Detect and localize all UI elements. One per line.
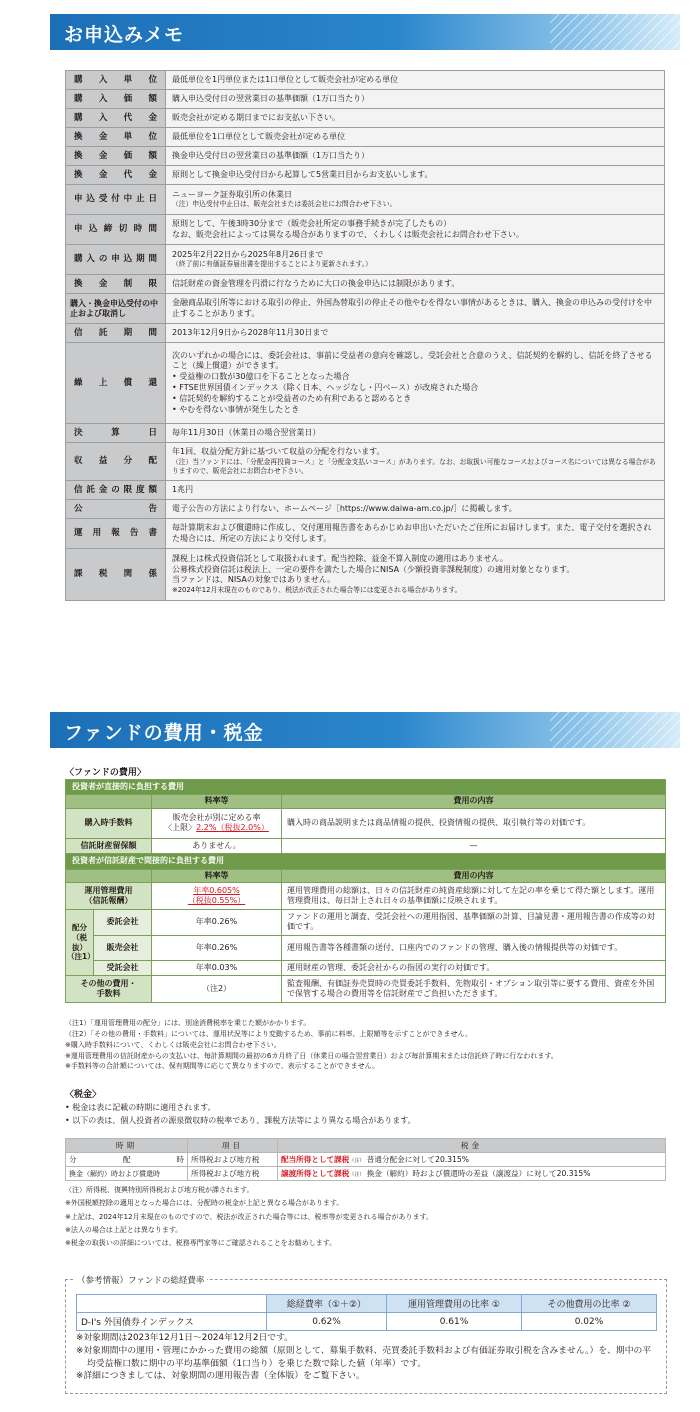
memo-text: 2013年12月9日から2028年11月30日まで [172, 327, 329, 337]
alloc-sub-label: 受託会社 [94, 960, 152, 975]
fee-note: （注2）「その他の費用・手数料」については、運用状況等により変動するため、事前に料率、上限額等を示すことができません。 [65, 1029, 472, 1038]
memo-key: 申込受付中止日 [66, 185, 166, 215]
tax-table [65, 1138, 666, 1181]
tax-detail [278, 1153, 666, 1167]
memo-key: 決算日 [66, 424, 166, 443]
memo-text: 毎年11月30日（休業日の場合翌営業日） [172, 427, 321, 437]
memo-row [66, 185, 665, 215]
memo-text: 課税上は株式投資信託として取扱われます。配当控除、益金不算入制度の適用はありません。 [172, 553, 508, 563]
fee-header-rate: 料率等 [152, 869, 282, 882]
fee-note: ※手数料等の合計額については、保有期間等に応じて異なりますので、表示することができません。 [65, 1062, 380, 1071]
memo-key: 購入単位 [66, 71, 166, 90]
memo-value [166, 215, 665, 245]
memo-row [66, 549, 665, 601]
tax-rate: 普通分配金に対して20.315% [366, 1155, 469, 1164]
buy-fee-cap-value: 2.2%（税抜2.0%） [196, 823, 269, 833]
memo-bullet-list [172, 372, 658, 415]
memo-title: お申込みメモ [64, 24, 185, 46]
mgmt-fee-label-line2: （信託報酬） [84, 895, 133, 905]
tax-note-mark: （注） [349, 1172, 365, 1178]
memo-row [66, 71, 665, 90]
memo-row [66, 324, 665, 343]
mgmt-fee-label [66, 882, 152, 909]
tax-header-period: 時期 [66, 1139, 188, 1153]
memo-key: 換金価額 [66, 147, 166, 166]
tax-header-tax: 税金 [278, 1139, 666, 1153]
memo-text: 購入申込受付日の翌営業日の基準価額（1万口当たり） [172, 93, 370, 103]
fee-header-desc: 費用の内容 [282, 869, 666, 882]
memo-bullet: • FTSE世界国債インデックス（除く日本、ヘッジなし・円ベース）が改廃された場合 [172, 383, 658, 394]
memo-text: 信託財産の資金管理を円滑に行なうために大口の換金申込には制限があります。 [172, 278, 460, 288]
memo-row [66, 481, 665, 500]
memo-row [66, 109, 665, 128]
memo-value [166, 424, 665, 443]
ref-other-value: 0.02% [522, 1313, 657, 1331]
buy-fee-rate-line1: 販売会社が別に定める率 [172, 812, 261, 822]
ref-header-blank [77, 1295, 267, 1313]
memo-note: （終了前に有価証券届出書を提出することにより更新されます。） [172, 260, 372, 269]
memo-banner [50, 14, 680, 50]
ref-box [65, 1276, 667, 1394]
buy-fee-desc: 購入時の商品説明または商品情報の提供、投資情報の提供、取引執行等の対価です。 [282, 808, 666, 838]
memo-key: 換金単位 [66, 128, 166, 147]
memo-note: （注）当ファンドには、「分配金再投資コース」と「分配金支払いコース」があります。なお、お取扱い可能なコースおよびコース名については異なる場合がありますので、販売会社にお問合わせ下さい。 [172, 457, 656, 475]
memo-value [166, 90, 665, 109]
memo-value [166, 166, 665, 185]
memo-text: 販売会社が定める期日までにお支払い下さい。 [172, 112, 340, 122]
alloc-sub-desc: 運用報告書等各種書類の送付、口座内でのファンドの管理、購入後の情報提供等の対価です。 [282, 935, 666, 960]
memo-key: 購入・換金申込受付の中止および取消し [66, 294, 166, 324]
alloc-sub-rate: 年率0.26% [152, 909, 282, 935]
memo-key: 換金制限 [66, 275, 166, 294]
alloc-sub-desc: ファンドの運用と調査、受託会社への運用指図、基準価額の計算、目論見書・運用報告書の作成等の対価です。 [282, 909, 666, 935]
memo-text: 次のいずれかの場合には、委託会社は、事前に受益者の意向を確認し、受託会社と合意のうえ、信託契約を解約し、信託を終了させること（繰上償還）ができます。 [172, 350, 653, 371]
memo-bullet: • やむを得ない事情が発生したとき [172, 405, 658, 416]
fee-band-direct: 投資者が直接的に負担する費用 [66, 780, 666, 795]
memo-row [66, 443, 665, 481]
tax-header-item: 項目 [188, 1139, 278, 1153]
mgmt-fee-rate [152, 882, 282, 909]
tax-type: 譲渡所得として課税 [281, 1169, 350, 1178]
fee-table [65, 779, 666, 1003]
memo-text: ニューヨーク証券取引所の休業日 [172, 189, 292, 199]
fee-note: ※運用管理費用の信託財産からの支払いは、毎計算期間の最初の6カ月終了日（休業日の場合翌営業日）および毎計算期末または信託終了時に行なわれます。 [65, 1051, 558, 1060]
memo-bullet: • 信託契約を解約することが受益者のため有利であると認めるとき [172, 394, 658, 405]
memo-row [66, 294, 665, 324]
memo-text: 最低単位を1円単位または1口単位として販売会社が定める単位 [172, 74, 399, 84]
ref-header-mgmt: 運用管理費用の比率 ① [387, 1295, 522, 1313]
tax-item: 所得税および地方税 [188, 1153, 278, 1167]
tax-item: 所得税および地方税 [188, 1167, 278, 1181]
memo-value [166, 294, 665, 324]
mgmt-fee-rate-line2: （税抜0.55%） [187, 895, 246, 905]
memo-key: 購入の申込期間 [66, 245, 166, 275]
tax-bullet: • 以下の表は、個人投資者の源泉徴収時の税率であり、課税方法等により異なる場合があります。 [65, 1115, 416, 1125]
tax-type: 配当所得として課税 [281, 1155, 350, 1164]
buy-fee-cap: 〈上限〉 [164, 823, 197, 833]
memo-row [66, 343, 665, 424]
memo-value [166, 275, 665, 294]
tax-note: ※外国税額控除の適用となった場合には、分配時の税金が上記と異なる場合があります。 [65, 1199, 344, 1208]
ref-notes [76, 1332, 658, 1383]
memo-text: 原則として、午後3時30分まで（販売会社所定の事務手続きが完了したもの） [172, 218, 452, 228]
other-fee-label [66, 976, 152, 1003]
alloc-label: 配分（税抜）（注1） [66, 909, 94, 975]
buy-fee-rate-line2 [155, 823, 278, 833]
alloc-sub-rate: 年率0.26% [152, 935, 282, 960]
tax-bullet: • 税金は表に記載の時期に適用されます。 [65, 1103, 216, 1112]
retention-rate: ありません。 [152, 838, 282, 853]
retention-desc: — [282, 838, 666, 853]
alloc-sub-rate: 年率0.03% [152, 960, 282, 975]
mgmt-fee-desc: 運用管理費用の総額は、日々の信託財産の純資産総額に対して左記の率を乗じて得た額とします。運用管理費用は、毎日計上され日々の基準価額に反映されます。 [282, 882, 666, 909]
memo-row [66, 275, 665, 294]
fee-header-rate: 料率等 [152, 795, 282, 808]
tax-note: ※法人の場合は上記とは異なります。 [65, 1225, 183, 1234]
banner-stripes [550, 712, 680, 748]
ref-total-value: 0.62% [267, 1313, 387, 1331]
fee-note: （注1）「運用管理費用の配分」には、別途消費税率を乗じた額がかかります。 [65, 1019, 311, 1027]
memo-text: 毎計算期末および償還時に作成し、交付運用報告書をあらかじめお申出いただいたご住所にお届けします。また、電子交付を選択された場合には、所定の方法により交付します。 [172, 522, 652, 543]
buy-fee-label: 購入時手数料 [66, 808, 152, 838]
memo-row [66, 215, 665, 245]
memo-value [166, 128, 665, 147]
memo-value [166, 443, 665, 481]
ref-header-total: 総経費率（①＋②） [267, 1295, 387, 1313]
tax-note: （注）所得税、復興特別所得税および地方税が課されます。 [65, 1186, 254, 1194]
memo-row [66, 90, 665, 109]
memo-value [166, 245, 665, 275]
memo-value [166, 324, 665, 343]
ref-header-other: その他費用の比率 ② [522, 1295, 657, 1313]
tax-period: 換金（解約）時および償還時 [66, 1167, 188, 1181]
memo-text: 年1回、収益分配方針に基づいて収益の分配を行ないます。 [172, 446, 385, 456]
other-fee-label-line2: 手数料 [96, 989, 121, 999]
mgmt-fee-label-line1: 運用管理費用 [84, 885, 133, 895]
tax-period: 分配時 [66, 1153, 188, 1167]
tax-subheading: 〈税金〉 [65, 1090, 102, 1100]
memo-text: 2025年2月22日から2025年8月26日まで [172, 249, 324, 259]
tax-note: ※税金の取扱いの詳細については、税務専門家等にご確認されることをお勧めします。 [65, 1239, 337, 1248]
memo-note: （注）申込受付中止日は、販売会社または委託会社にお問合わせ下さい。 [172, 200, 397, 209]
other-fee-label-line1: その他の費用・ [80, 978, 137, 988]
memo-key: 課税関係 [66, 549, 166, 601]
tax-detail [278, 1167, 666, 1181]
memo-text: 1兆円 [172, 484, 194, 494]
fee-subheading: 〈ファンドの費用〉 [65, 768, 146, 778]
fee-header-blank [66, 795, 152, 808]
memo-text: 換金申込受付日の翌営業日の基準価額（1万口当たり） [172, 150, 370, 160]
ref-caption: （参考情報）ファンドの総経費率 [74, 1274, 207, 1286]
memo-value [166, 185, 665, 215]
ref-note: ※対象期間中の運用・管理にかかった費用の総額（原則として、募集手数料、売買委託手数料および有価証券取引税を含みません。）を、期中の平均受益権口数に期中の平均基準価額（1口当り）を乗じた数で除した値（年率）です。 [76, 1345, 652, 1369]
alloc-sub-label: 販売会社 [94, 935, 152, 960]
retention-label: 信託財産留保額 [66, 838, 152, 853]
memo-row [66, 500, 665, 519]
memo-key: 公告 [66, 500, 166, 519]
memo-text: 金融商品取引所等における取引の停止、外国為替取引の停止その他やむを得ない事情があるときは、購入、換金の申込みの受付けを中止することがあります。 [172, 297, 652, 318]
memo-value [166, 519, 665, 549]
ref-note: ※詳細につきましては、対象期間の運用報告書（全体版）をご覧下さい。 [76, 1371, 365, 1382]
memo-row [66, 128, 665, 147]
memo-row [66, 424, 665, 443]
alloc-sub-desc: 運用財産の管理、委託会社からの指図の実行の対価です。 [282, 960, 666, 975]
other-fee-rate: （注2） [152, 976, 282, 1003]
memo-row [66, 519, 665, 549]
memo-text: 当ファンドは、NISAの対象ではありません。 [172, 575, 336, 585]
ref-table [76, 1294, 657, 1331]
fee-banner [50, 712, 680, 748]
fee-notes [65, 1018, 665, 1072]
fee-header-desc: 費用の内容 [282, 795, 666, 808]
memo-key: 運用報告書 [66, 519, 166, 549]
fee-note: ※購入時手数料について、くわしくは販売会社にお問合わせ下さい。 [65, 1040, 281, 1049]
memo-text: 公募株式投資信託は税法上、一定の要件を満たした場合にNISA（少額投資非課税制度）の適用対象となります。 [172, 564, 575, 574]
memo-key: 信託期間 [66, 324, 166, 343]
memo-value [166, 343, 665, 424]
memo-key: 繰上償還 [66, 343, 166, 424]
tax-notes [65, 1184, 665, 1250]
memo-key: 信託金の限度額 [66, 481, 166, 500]
tax-note: ※上記は、2024年12月末現在のものですので、税法が改正された場合等には、税率等が変更される場合があります。 [65, 1212, 433, 1221]
memo-text: なお、販売会社によっては異なる場合がありますので、くわしくは販売会社にお問合わせ下さい。 [172, 229, 524, 239]
memo-table [65, 70, 665, 601]
memo-bullet: • 受益権の口数が30億口を下ることとなった場合 [172, 372, 658, 383]
fee-header-blank [66, 869, 152, 882]
memo-text: 原則として換金申込受付日から起算して5営業日目からお支払いします。 [172, 169, 433, 179]
fee-band-indirect: 投資者が信託財産で間接的に負担する費用 [66, 854, 666, 869]
banner-stripes [550, 14, 680, 50]
memo-value [166, 71, 665, 90]
memo-note: ※2024年12月末現在のものであり、税法が改正された場合等には変更される場合があります。 [172, 586, 462, 595]
memo-key: 購入代金 [66, 109, 166, 128]
mgmt-fee-rate-line1: 年率0.605% [193, 885, 240, 895]
memo-value [166, 481, 665, 500]
memo-value [166, 109, 665, 128]
memo-row [66, 147, 665, 166]
memo-key: 申込締切時間 [66, 215, 166, 245]
tax-bullets [65, 1102, 665, 1128]
ref-note: ※対象期間は2023年12月1日～2024年12月2日です。 [76, 1333, 293, 1343]
ref-fund-name: D-I's 外国債券インデックス [77, 1313, 267, 1331]
buy-fee-rate [152, 808, 282, 838]
memo-value [166, 147, 665, 166]
tax-note-mark: （注） [349, 1158, 365, 1164]
memo-text: 電子公告の方法により行ない、ホームページ［https://www.daiwa-am.co.jp/］に掲載します。 [172, 503, 517, 513]
memo-key: 購入価額 [66, 90, 166, 109]
other-fee-desc: 監査報酬、有価証券売買時の売買委託手数料、先物取引・オプション取引等に要する費用、資産を外国で保管する場合の費用等を信託財産でご負担いただきます。 [282, 976, 666, 1003]
memo-key: 換金代金 [66, 166, 166, 185]
memo-value [166, 500, 665, 519]
memo-row [66, 166, 665, 185]
alloc-sub-label: 委託会社 [94, 909, 152, 935]
memo-row [66, 245, 665, 275]
memo-text: 最低単位を1口単位として販売会社が定める単位 [172, 131, 346, 141]
ref-mgmt-value: 0.61% [387, 1313, 522, 1331]
memo-value [166, 549, 665, 601]
tax-rate: 換金（解約）時および償還時の差益（譲渡益）に対して20.315% [366, 1169, 591, 1178]
fee-title: ファンドの費用・税金 [64, 722, 264, 744]
memo-key: 収益分配 [66, 443, 166, 481]
